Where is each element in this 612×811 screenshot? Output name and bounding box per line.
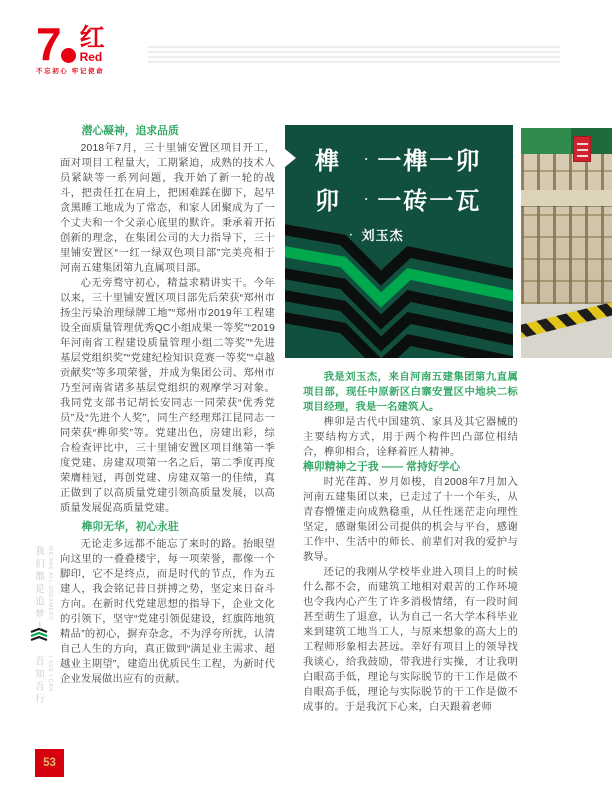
construction-photo xyxy=(521,128,612,358)
left-article-column xyxy=(60,124,275,687)
bullet-dot-icon: · xyxy=(364,190,369,206)
decorative-rules xyxy=(148,46,560,63)
bullet-dot-icon: · xyxy=(364,150,369,166)
logo-en-label: Red xyxy=(79,50,103,64)
brand-logo xyxy=(36,18,105,70)
logo-dot-icon xyxy=(61,48,76,63)
section-heading-quality: 潜心凝神，追求品质 xyxy=(81,125,179,137)
sidebar-motto-dreamers xyxy=(31,546,53,634)
logo-numeral: 7 xyxy=(36,18,60,70)
motto-en: WE ARE ALL DREAMERS xyxy=(47,546,53,621)
paragraph: 还记的我刚从学校毕业进入项目上的时候什么都不会，而建筑工地相对艰苦的工作环境也令我内心产生了许多消极情绪，有一段时间甚至萌生了退意，认为自己一名大学本科毕业来到建筑工地当工人，与原来想象的高大上的工程师形象相去甚远。幸好有项目上的领导找我谈心，给我鼓励，带我进行实操，才让我明白眼高手低，理论与实际脱节的干工作是做不自眼高手低，理论与实际脱节的干工作是做不成事的。于是我沉下心来，白天跟着老师 xyxy=(303,567,518,713)
card-title-line2: 一砖一瓦 xyxy=(377,189,482,215)
feature-card xyxy=(285,125,513,358)
paragraph: 时光荏苒、岁月如梭，自2008年7月加入河南五建集团以来，已走过了十一个年头，从青春懵懂走向成熟稳重，从任性迷茫走向理性坚定，感谢集团公司提供的机会与平台，感谢工作中、生活中的师长、前辈们对我的爱护与教导。 xyxy=(303,477,518,563)
logo-cn-label: 红 xyxy=(79,24,105,52)
right-article-column xyxy=(303,370,518,715)
brand-slogan: 不忘初心 牢记使命 xyxy=(36,68,105,75)
author-intro: 我是刘玉杰，来自河南五建集团第九直属项目部，现任中原新区白寨安置区中地块二标项目经理，我是一名建筑人。 xyxy=(303,372,518,413)
motto-en: I SEE I CAN xyxy=(47,656,53,692)
paragraph: 心无旁骛守初心，精益求精讲实干。今年以来，三十里铺安置区项目部先后荣获“郑州市扬尘污染治理绿牌工地”“郑州市2019年工程建设全面质量管理优秀QC小组成果一等奖”“2019年河南省工程建设质量管理小组二等奖”“先进基层党组织奖”“党建纪检知识竞赛一等奖”“卓越贡献奖”等多项荣誉，并成为集团公司、郑州市乃至河南省诸多基层党组织的观摩学习对象。我同党支部书记胡长安同志一同荣获“优秀党员”及“先进个人奖”，同生产经理郑江昆同志一同荣获“榫卯奖”等。党建出色，房建出彩，综合检查评比中，三十里铺安置区项目继第一季度党建、房建双项第一名之后，第二季度再度荣膺桂冠，再创党建、房建双第一的佳绩，真正做到了以高质量党建引领高质量发展，以高质量发展促高质量党建。 xyxy=(60,278,275,514)
mortise-tenon-zigzag-graphic xyxy=(285,220,513,358)
section-heading-spirit: 榫卯精神之于我 —— 常持好学心 xyxy=(303,461,461,473)
page-number-badge: 53 xyxy=(35,749,64,777)
motto-cn: 我们都是追梦人 xyxy=(33,546,44,634)
formwork-band xyxy=(521,128,612,154)
card-char-sun: 榫 xyxy=(315,149,340,175)
motto-cn: 吾知吾行 xyxy=(33,656,44,706)
play-triangle-icon xyxy=(285,149,296,167)
card-author-name: 刘玉杰 xyxy=(361,228,404,243)
bullet-dot-icon: · xyxy=(349,228,353,241)
section-heading-initial-heart: 榫卯无华，初心永驻 xyxy=(81,521,179,533)
sidebar-motto-i-see-i-can xyxy=(31,656,53,706)
card-title-line1: 一榫一卯 xyxy=(377,149,482,175)
paragraph: 榫卯是古代中国建筑、家具及其它器械的主要结构方式，用于两个构件凹凸部位相结合，榫卯相合，诠释着匠人精神。 xyxy=(303,417,518,458)
safety-sign xyxy=(573,136,591,162)
zigzag-mini-logo-icon xyxy=(30,628,48,644)
paragraph: 无论走多远都不能忘了来时的路。抬眼望向这里的一叠叠楼宇，每一项荣誉，都像一个脚印，它不是终点，而是时代的节点，作为五建人，我会铭记昔日拼搏之势，坚定来日奋斗方向。在新时代党建思想的指导下，企业文化的引领下，坚守“党建引领促建设，红旗阵地筑精品”的初心，摒弃杂念，不为浮夸所扰，认清自己人生的方向，真正做到“满足业主需求、超越业主期望”，建造出优质民生工程，为新时代企业发展做出应有的贡献。 xyxy=(60,539,275,685)
paragraph: 2018年7月，三十里铺安置区项目开工，面对项目工程量大，工期紧迫，成熟的技术人员紧缺等一系列问题，我开始了新一轮的战斗，把责任扛在肩上，把困难踩在脚下，起早贪黑睡工地成为了常态，和家人团聚成为了一个丈夫和一个父亲心底里的默许。秉承着开拓创新的理念，在集团公司的大力指导下，三十里铺安置区“一红一绿双色项目部”完美亮相于河南五建集团第九直属项目部。 xyxy=(60,143,275,274)
card-char-mao: 卯 xyxy=(315,189,340,215)
scaffolding-area xyxy=(521,154,612,304)
concrete-slab xyxy=(521,190,612,206)
